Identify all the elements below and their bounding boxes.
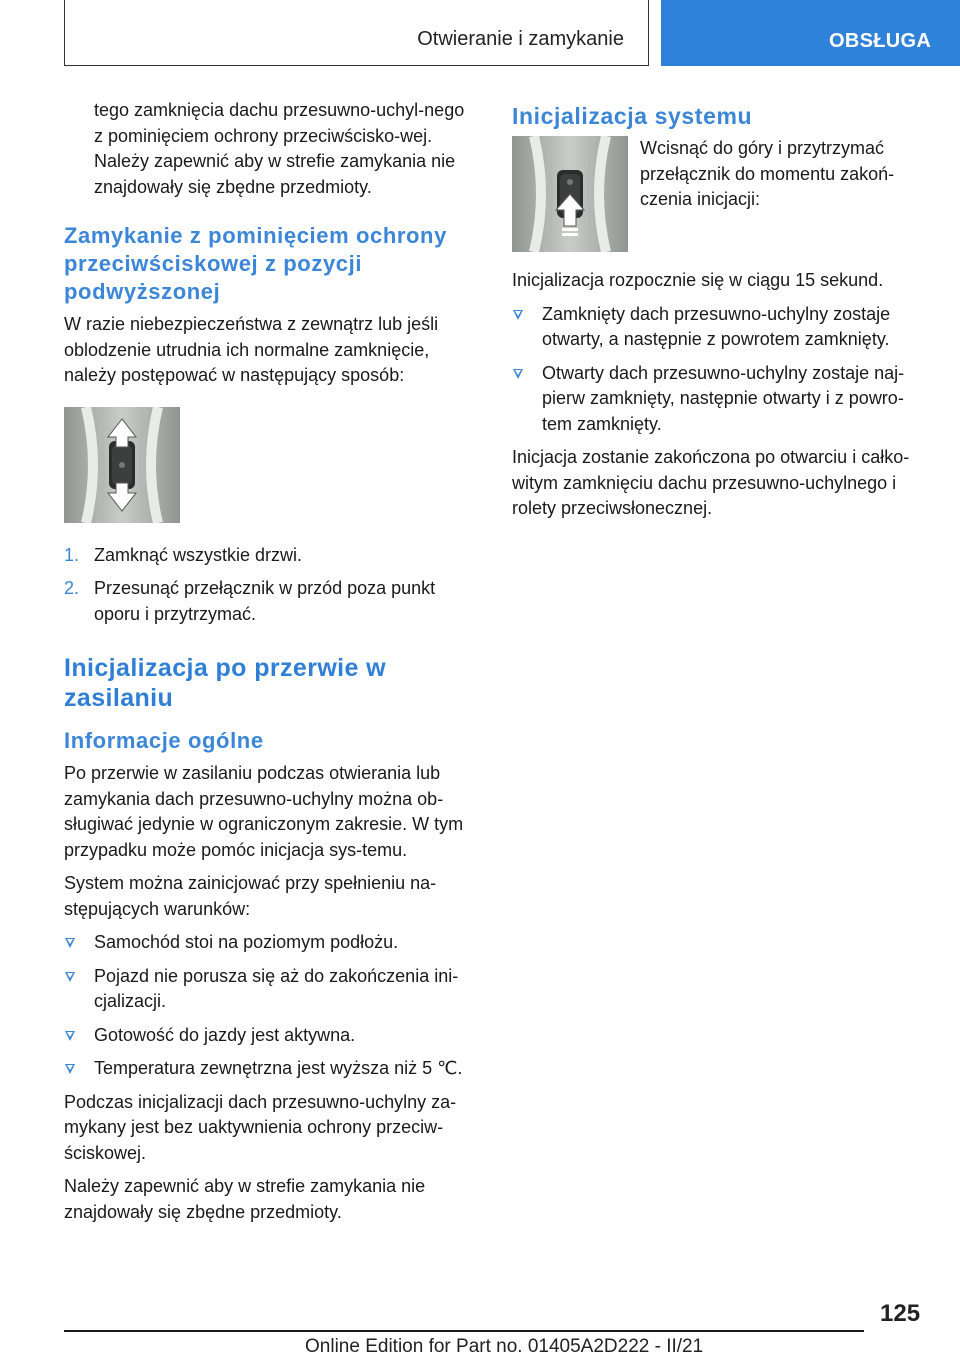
sequence-text: Otwarty dach przesuwno-uchylny zostaje naj-pierw zamknięty, następnie otwarty i z powro-tem zamknięty. (542, 362, 905, 434)
triangle-bullet-icon (65, 972, 75, 982)
end-paragraph: Inicjacja zostanie zakończona po otwarciu i całko-witym zamknięciu dachu przesuwno-uchylnego i rolety przeciwsłonecznej. (512, 447, 910, 518)
during-init-paragraph: Podczas inicjalizacji dach przesuwno-uchylny za-mykany jest bez uaktywnienia ochrony przeciw-ściskowej. (64, 1091, 457, 1163)
heading-general-info: Informacje ogólne (64, 728, 264, 753)
roof-switch-up-down-icon (64, 407, 180, 523)
triangle-bullet-icon (513, 310, 523, 320)
condition-text: Temperatura zewnętrzna jest wyższa niż 5 ℃. (94, 1058, 463, 1078)
triangle-bullet-icon (513, 369, 523, 379)
list-item (64, 1056, 478, 1082)
sequence-list (512, 302, 930, 438)
triangle-bullet-icon (65, 938, 75, 948)
start-paragraph: Inicjalizacja rozpocznie się w ciągu 15 sekund. (512, 270, 884, 290)
footer-divider (64, 1330, 864, 1332)
triangle-bullet-icon (65, 1031, 75, 1041)
general-paragraph-1: Po przerwie w zasilaniu podczas otwierania lub zamykania dach przesuwno-uchylny można ob-sługiwać jedynie w ograniczonym zakresie. W tym przypadku może pomóc inicjacja sys-temu. (64, 763, 464, 860)
heading-init-after-power: Inicjalizacja po przerwie w zasilaniu (64, 654, 387, 712)
list-item (64, 576, 478, 627)
push-up-instruction: Wcisnąć do góry i przytrzymać przełącznik do momentu zakoń-czenia inicjacji: (640, 138, 895, 209)
header-section-title: Otwieranie i zamykanie (417, 28, 624, 50)
list-item (64, 1023, 478, 1049)
condition-text: Samochód stoi na poziomym podłożu. (94, 932, 399, 952)
heading-system-init: Inicjalizacja systemu (512, 103, 753, 129)
left-column (64, 98, 478, 1233)
right-column (512, 98, 930, 530)
ensure-paragraph: Należy zapewnić aby w strefie zamykania nie znajdowały się zbędne przedmioty. (64, 1176, 426, 1222)
header-chapter-tab: OBSŁUGA (661, 0, 960, 66)
list-item (512, 302, 930, 353)
condition-text: Pojazd nie porusza się aż do zakończenia ini-cjalizacji. (94, 965, 459, 1011)
step-number: 1. (64, 544, 80, 565)
intro-paragraph: tego zamknięcia dachu przesuwno-uchyl-nego z pominięciem ochrony przeciwścisko-wej. Należy zapewnić aby w strefie zamykania nie znajdowały się zbędne przedmioty. (94, 100, 465, 197)
list-item (64, 964, 478, 1015)
list-item (64, 543, 478, 569)
footer-edition: Online Edition for Part no. 01405A2D222 - II/21 (305, 1336, 704, 1357)
list-item (512, 361, 930, 438)
sequence-text: Zamknięty dach przesuwno-uchylny zostaje otwarty, a następnie z powrotem zamknięty. (542, 303, 891, 349)
step-text: Zamknąć wszystkie drzwi. (94, 544, 303, 565)
step-text: Przesunąć przełącznik w przód poza punkt oporu i przytrzymać. (94, 578, 436, 624)
heading-override-closing: Zamykanie z pominięciem ochrony przeciwściskowej z pozycji podwyższonej (64, 223, 447, 304)
list-item (64, 930, 478, 956)
condition-text: Gotowość do jazdy jest aktywna. (94, 1024, 356, 1045)
steps-list (64, 543, 478, 628)
general-paragraph-2: System można zainicjować przy spełnieniu na-stępujących warunków: (64, 873, 437, 919)
override-paragraph: W razie niebezpieczeństwa z zewnątrz lub jeśli oblodzenie utrudnia ich normalne zamknięcie, należy postępować w następujący sposób: (64, 314, 439, 385)
conditions-list (64, 930, 478, 1082)
roof-switch-push-up-icon (512, 136, 628, 252)
page-number: 125 (880, 1300, 921, 1327)
triangle-bullet-icon (65, 1064, 75, 1074)
step-number: 2. (64, 578, 80, 598)
header-section-box (64, 0, 649, 66)
